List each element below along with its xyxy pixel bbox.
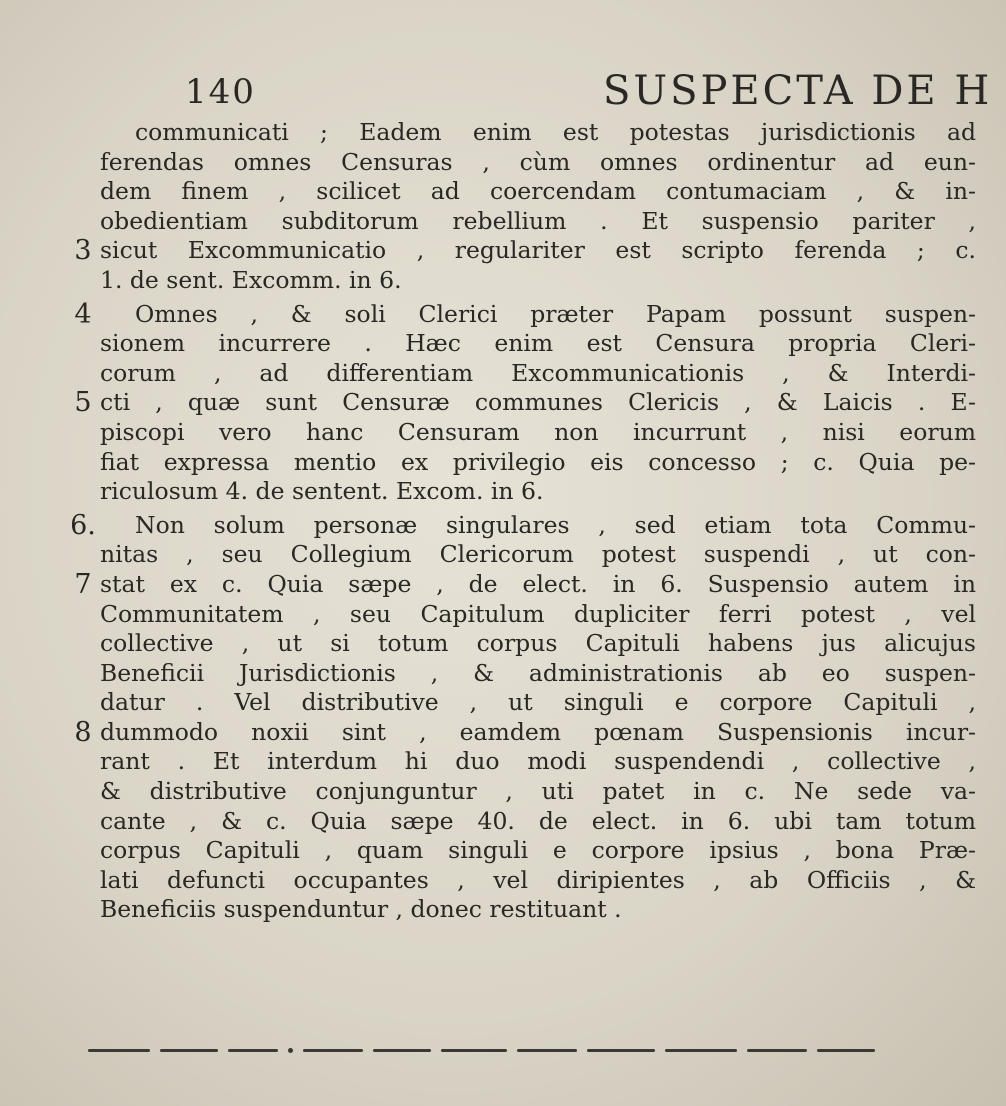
text-line bbox=[0, 329, 1006, 359]
body-text bbox=[0, 118, 1006, 925]
text-line bbox=[0, 477, 1006, 507]
line-text: communicati ; Eadem enim est potestas jurisdictionis ad bbox=[135, 118, 976, 146]
text-line bbox=[0, 600, 1006, 630]
line-text: 1. de sent. Excomm. in 6. bbox=[100, 265, 402, 294]
line-text: fiat expressa mentio ex privilegio eis concesso ; c. Quia pe- bbox=[100, 447, 976, 476]
text-line bbox=[0, 688, 1006, 718]
line-text: corpus Capituli , quam singuli e corpore ipsius , bona Præ- bbox=[100, 836, 976, 865]
text-line bbox=[0, 359, 1006, 389]
line-text: collective , ut si totum corpus Capituli habens jus alicujus bbox=[100, 629, 976, 658]
text-line bbox=[0, 236, 1006, 266]
line-text: Beneficiis suspenduntur , donec restituant . bbox=[100, 895, 622, 924]
text-line bbox=[0, 118, 1006, 148]
text-line bbox=[0, 895, 1006, 925]
line-text: & distributive conjunguntur , uti patet in c. Ne sede va- bbox=[100, 777, 976, 806]
margin-number: 8 bbox=[74, 716, 92, 748]
line-text: lati defuncti occupantes , vel diripientes , ab Officiis , & bbox=[100, 865, 976, 894]
margin-number: 4 bbox=[74, 298, 92, 330]
line-text: Omnes , & soli Clerici præter Papam possunt suspen- bbox=[135, 299, 976, 328]
line-text: dem finem , scilicet ad coercendam contumaciam , & in- bbox=[100, 177, 976, 206]
text-line bbox=[0, 540, 1006, 570]
text-line bbox=[0, 659, 1006, 689]
text-line bbox=[0, 570, 1006, 600]
text-line bbox=[0, 718, 1006, 748]
line-text: Beneficii Jurisdictionis , & administrationis ab eo suspen- bbox=[100, 658, 976, 687]
text-line bbox=[0, 207, 1006, 237]
text-line bbox=[0, 448, 1006, 478]
line-text: datur . Vel distributive , ut singuli e corpore Capituli , bbox=[100, 688, 976, 717]
line-text: corum , ad differentiam Excommunicationis , & Interdi- bbox=[100, 358, 976, 387]
line-text: cti , quæ sunt Censuræ communes Clericis , & Laicis . E- bbox=[100, 388, 976, 417]
margin-number: 3 bbox=[74, 235, 92, 267]
line-text: rant . Et interdum hi duo modi suspendendi , collective , bbox=[100, 747, 976, 776]
line-text: sionem incurrere . Hæc enim est Censura propria Cleri- bbox=[100, 329, 976, 358]
text-line bbox=[0, 148, 1006, 178]
margin-number: 6. bbox=[70, 509, 96, 541]
text-line bbox=[0, 777, 1006, 807]
text-line bbox=[0, 866, 1006, 896]
text-line bbox=[0, 629, 1006, 659]
line-text: Communitatem , seu Capitulum dupliciter ferri potest , vel bbox=[100, 599, 976, 628]
margin-number: 7 bbox=[74, 568, 92, 600]
text-line bbox=[0, 266, 1006, 296]
line-text: piscopi vero hanc Censuram non incurrunt , nisi eorum bbox=[100, 417, 976, 446]
page-end-rule bbox=[88, 1048, 968, 1053]
text-line bbox=[0, 511, 1006, 541]
page-number: 140 bbox=[185, 72, 256, 112]
line-text: nitas , seu Collegium Clericorum potest suspendi , ut con- bbox=[100, 540, 976, 569]
line-text: dummodo noxii sint , eamdem pœnam Suspensionis incur- bbox=[100, 717, 976, 746]
line-text: obedientiam subditorum rebellium . Et suspensio pariter , bbox=[100, 206, 976, 235]
line-text: riculosum 4. de sentent. Excom. in 6. bbox=[100, 477, 544, 506]
margin-number: 5 bbox=[74, 387, 92, 419]
text-line bbox=[0, 388, 1006, 418]
line-text: ferendas omnes Censuras , cùm omnes ordinentur ad eun- bbox=[100, 147, 976, 176]
line-text: sicut Excommunicatio , regulariter est scripto ferenda ; c. bbox=[100, 236, 976, 265]
text-line bbox=[0, 300, 1006, 330]
text-line bbox=[0, 747, 1006, 777]
line-text: stat ex c. Quia sæpe , de elect. in 6. Suspensio autem in bbox=[100, 569, 976, 598]
text-line bbox=[0, 807, 1006, 837]
text-line bbox=[0, 177, 1006, 207]
running-title: SUSPECTA DE H bbox=[603, 68, 993, 114]
text-line bbox=[0, 836, 1006, 866]
text-line bbox=[0, 418, 1006, 448]
line-text: Non solum personæ singulares , sed etiam tota Commu- bbox=[135, 510, 976, 539]
line-text: cante , & c. Quia sæpe 40. de elect. in 6. ubi tam totum bbox=[100, 806, 976, 835]
